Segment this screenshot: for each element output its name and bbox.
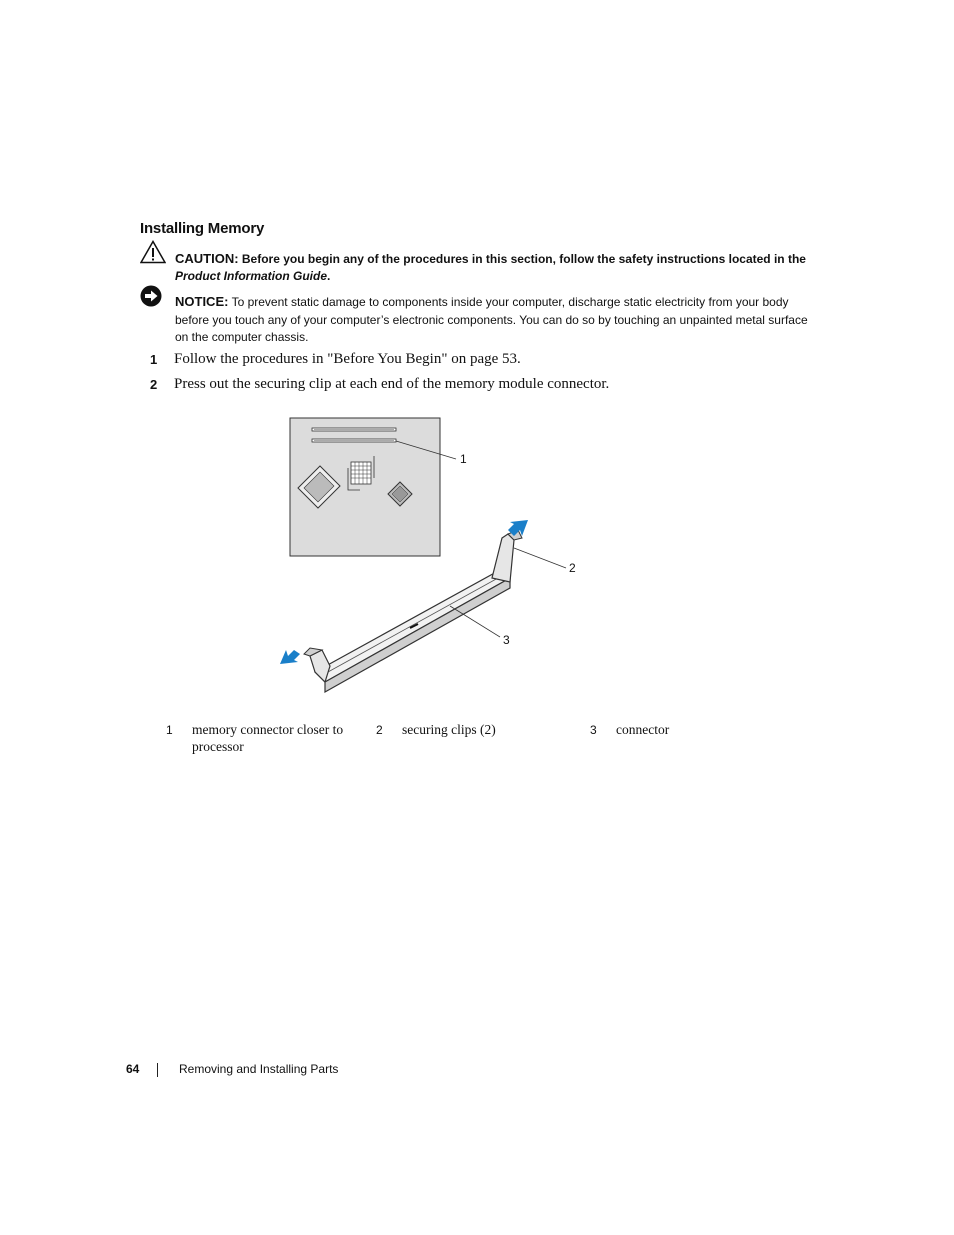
caution-end: . [327, 269, 331, 283]
caution-body: Before you begin any of the procedures in this section, follow the safety instructions located in the [241, 252, 806, 266]
step-text: Follow the procedures in "Before You Begin" on page 53. [174, 351, 521, 367]
step-text: Press out the securing clip at each end of the memory module connector. [174, 376, 610, 392]
footer-divider [157, 1063, 158, 1077]
memory-connector-illustration [270, 410, 600, 700]
notice-block [175, 293, 815, 347]
notice-icon [140, 285, 162, 307]
caution-label: CAUTION: [175, 251, 239, 266]
notice-body: To prevent static damage to components inside your computer, discharge static electricity from your body before you touch any of your computer’s electronic components. You can do so by touching an unpainted metal surface on the computer chassis. [175, 295, 808, 344]
section-heading: Installing Memory [140, 220, 265, 237]
product-guide-title: Product Information Guide [175, 269, 327, 283]
system-board-inset [290, 418, 440, 556]
legend-number: 2 [376, 723, 383, 737]
caution-block [175, 250, 815, 285]
footer-section-title: Removing and Installing Parts [179, 1062, 339, 1076]
caution-icon [140, 240, 166, 264]
step-number: 1 [150, 352, 158, 367]
callout-line-3 [450, 606, 500, 637]
legend-text: memory connector closer to processor [192, 722, 344, 754]
step-number: 2 [150, 377, 158, 392]
callout-3-label: 3 [503, 633, 510, 647]
callout-2-label: 2 [569, 561, 576, 575]
legend-number: 1 [166, 723, 173, 737]
legend-text: securing clips (2) [402, 722, 496, 737]
page-number: 64 [126, 1062, 140, 1076]
callout-1-label: 1 [460, 452, 467, 466]
legend-number: 3 [590, 723, 597, 737]
clip-arrow-left-icon [280, 650, 300, 664]
legend-text: connector [616, 722, 670, 737]
callout-line-2 [514, 548, 566, 568]
notice-label: NOTICE: [175, 294, 229, 309]
